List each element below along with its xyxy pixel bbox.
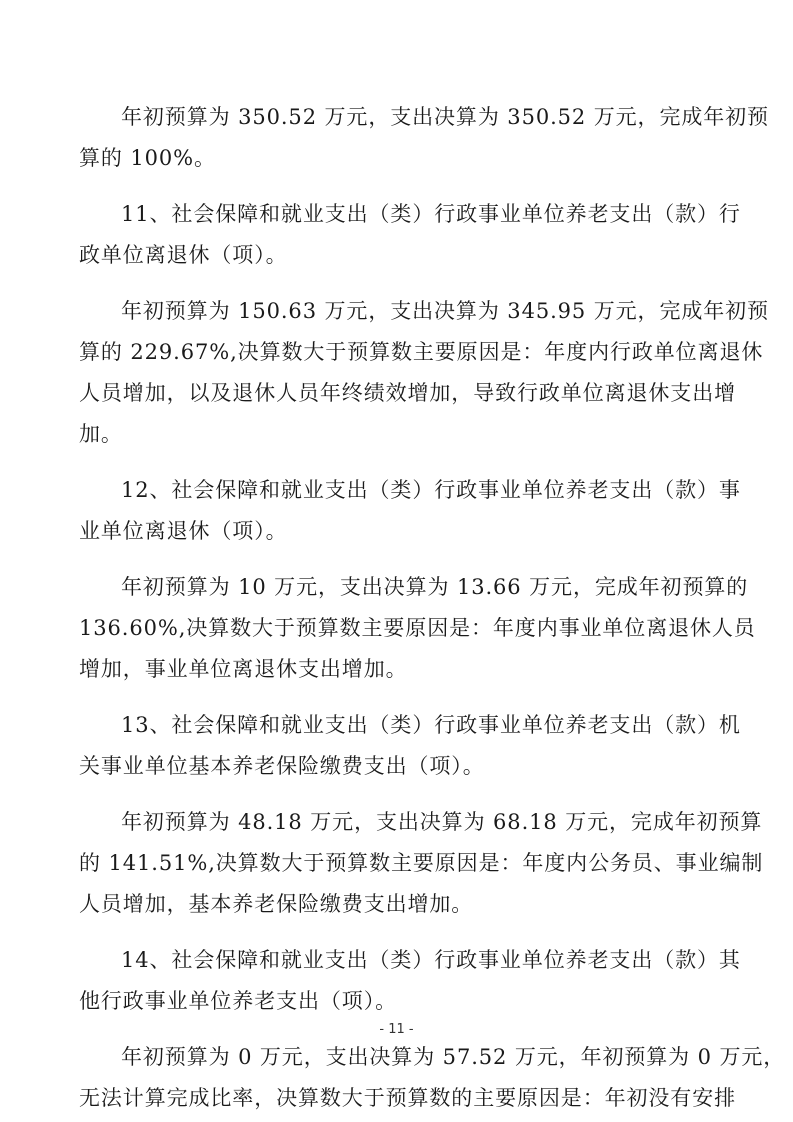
paragraph-budget-completion-12 <box>79 567 756 690</box>
text-line: 他行政事业单位养老支出（项）。 <box>79 989 397 1013</box>
paragraph-budget-completion-1 <box>79 97 769 179</box>
paragraph-budget-completion-11 <box>79 291 769 455</box>
text-line: 算的 229.67%,决算数大于预算数主要原因是：年度内行政单位离退休 <box>79 340 764 364</box>
text-line: 算的 100%。 <box>79 146 216 170</box>
text-line: 人员增加，基本养老保险缴费支出增加。 <box>79 892 474 916</box>
text-line: 年初预算为 350.52 万元，支出决算为 350.52 万元，完成年初预 <box>121 105 769 129</box>
text-line: 业单位离退休（项）。 <box>79 519 288 543</box>
text-line: 11、社会保障和就业支出（类）行政事业单位养老支出（款）行 <box>121 202 741 226</box>
text-line: 年初预算为 0 万元，支出决算为 57.52 万元，年初预算为 0 万元， <box>121 1045 786 1069</box>
text-line: 136.60%,决算数大于预算数主要原因是：年度内事业单位离退休人员 <box>79 616 756 640</box>
section-heading-11 <box>79 194 741 276</box>
paragraph-budget-completion-14 <box>79 1037 786 1119</box>
text-line: 年初预算为 48.18 万元，支出决算为 68.18 万元，完成年初预算 <box>121 810 763 834</box>
text-line: 13、社会保障和就业支出（类）行政事业单位养老支出（款）机 <box>121 713 741 737</box>
text-line: 14、社会保障和就业支出（类）行政事业单位养老支出（款）其 <box>121 948 741 972</box>
text-line: 人员增加，以及退休人员年终绩效增加，导致行政单位离退休支出增 <box>79 381 736 405</box>
text-line: 年初预算为 150.63 万元，支出决算为 345.95 万元，完成年初预 <box>121 299 769 323</box>
text-line: 年初预算为 10 万元，支出决算为 13.66 万元，完成年初预算的 <box>121 575 749 599</box>
page-number: - 11 - <box>379 1022 414 1037</box>
text-line: 加。 <box>79 422 123 446</box>
text-line: 政单位离退休（项）。 <box>79 243 288 267</box>
text-line: 关事业单位基本养老保险缴费支出（项）。 <box>79 754 485 778</box>
text-line: 的 141.51%,决算数大于预算数主要原因是：年度内公务员、事业编制 <box>79 851 764 875</box>
text-line: 无法计算完成比率，决算数大于预算数的主要原因是：年初没有安排 <box>79 1086 736 1110</box>
section-heading-14 <box>79 940 741 1022</box>
paragraph-budget-completion-13 <box>79 802 764 925</box>
section-heading-12 <box>79 470 741 552</box>
text-line: 增加，事业单位离退休支出增加。 <box>79 657 408 681</box>
text-line: 12、社会保障和就业支出（类）行政事业单位养老支出（款）事 <box>121 478 741 502</box>
document-body <box>79 97 786 1119</box>
section-heading-13 <box>79 705 741 787</box>
